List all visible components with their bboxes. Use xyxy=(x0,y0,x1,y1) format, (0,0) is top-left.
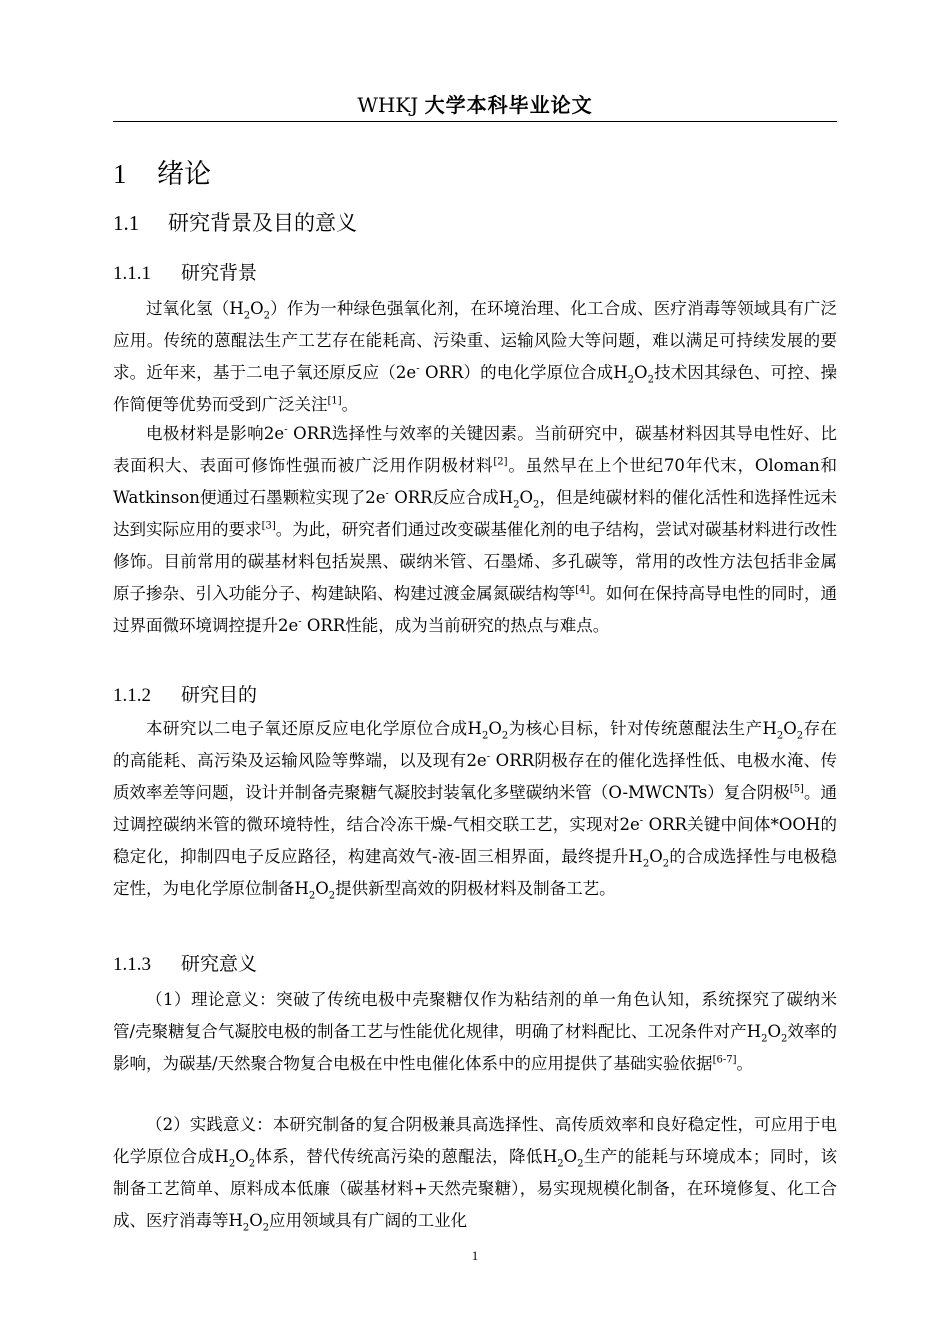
header-divider xyxy=(113,121,837,122)
chapter-title: 绪论 xyxy=(157,159,211,190)
citation: [5] xyxy=(789,783,804,795)
subsection-heading-1-1-2 xyxy=(113,680,257,711)
header-code: WHKJ xyxy=(357,93,419,117)
subsection-title: 研究意义 xyxy=(181,953,258,975)
chapter-heading xyxy=(113,154,211,195)
citation: [1] xyxy=(327,395,342,407)
subsection-number: 1.1.3 xyxy=(113,954,151,975)
section-heading-1-1 xyxy=(113,206,357,240)
citation: [6-7] xyxy=(712,1054,737,1066)
subsection-number: 1.1.1 xyxy=(113,263,151,284)
subsection-number: 1.1.2 xyxy=(113,685,151,706)
chapter-number: 1 xyxy=(113,159,127,189)
section-title: 研究背景及目的意义 xyxy=(168,211,357,235)
paragraph-significance-theory: （1）理论意义：突破了传统电极中壳聚糖仅作为粘结剂的单一角色认知，系统探究了碳纳米管/壳聚糖复合气凝胶电极的制备工艺与性能优化规律，明确了材料配比、工况条件对产$H_2O_2$效率的影响，为碳基/天然聚合物复合电极在中性电催化体系中的应用提供了基础实验依据[6-7]。 xyxy=(113,990,837,1073)
paragraph-background-1: 过氧化氢$(H_2O_2)$作为一种绿色强氧化剂，在环境治理、化工合成、医疗消毒等领域具有广泛应用。传统的蒽醌法生产工艺存在能耗高、污染重、运输风险大等问题，难以满足可持续发展的要求。近年来，基于二电子氧还原反应（2e- ORR）的电化学原位合成$H_2O_2$技术因其绿色、可控、操作简便等优势而受到广泛关注[1]。 xyxy=(113,299,838,414)
subsection-title: 研究背景 xyxy=(181,262,258,284)
page-number: 1 xyxy=(471,1248,479,1263)
subsection-heading-1-1-1 xyxy=(113,258,257,289)
citation: [2] xyxy=(493,456,508,468)
paragraph-background-2: 电极材料是影响2e- ORR选择性与效率的关键因素。当前研究中，碳基材料因其导电性好、比表面积大、表面可修饰性强而被广泛用作阴极材料[2]。虽然早在上个世纪70年代末，Oloman和Watkinson便通过石墨颗粒实现了2e- ORR反应合成$H_2O_2$，但是纯碳材料的催化活性和选择性远未达到实际应用的要求[3]。为此，研究者们通过改变碳基催化剂的电子结构，尝试对碳基材料进行改性修饰。目前常用的碳基材料包括炭黑、碳纳米管、石墨烯、多孔碳等，常用的改性方法包括非金属原子掺杂、引入功能分子、构建缺陷、构建过渡金属氮碳结构等[4]。如何在保持高导电性的同时，通过界面微环境调控提升2e- ORR性能，成为当前研究的热点与难点。 xyxy=(113,424,838,635)
citation: [4] xyxy=(575,584,590,596)
header-title: 大学本科毕业论文 xyxy=(424,93,593,117)
paragraph-significance-practice: （2）实践意义：本研究制备的复合阴极兼具高选择性、高传质效率和良好稳定性，可应用于电化学原位合成$H_2O_2$体系，替代传统高污染的蒽醌法，降低$H_2O_2$生产的能耗与环境成本；同时，该制备工艺简单、原料成本低廉（碳基材料+天然壳聚糖），易实现规模化制备，在环境修复、化工合成、医疗消毒等$H_2O_2$应用领域具有广阔的工业化 xyxy=(113,1115,838,1234)
citation: [3] xyxy=(261,520,276,532)
paragraph-purpose: 本研究以二电子氧还原反应电化学原位合成$H_2O_2$为核心目标，针对传统蒽醌法生产$H_2O_2$存在的高能耗、高污染及运输风险等弊端，以及现有2e- ORR阴极存在的催化选择性低、电极水淹、传质效率差等问题，设计并制备壳聚糖气凝胶封装氧化多壁碳纳米管（O-MWCNTs）复合阴极[5]。通过调控碳纳米管的微环境特性，结合冷冻干燥-气相交联工艺，实现对2e- ORR关键中间体*OOH的稳定化，抑制四电子反应路径，构建高效气-液-固三相界面，最终提升$H_2O_2$的合成选择性与电极稳定性，为电化学原位制备$H_2O_2$提供新型高效的阴极材料及制备工艺。 xyxy=(113,719,838,902)
subsection-title: 研究目的 xyxy=(181,684,258,706)
subsection-heading-1-1-3 xyxy=(113,949,257,980)
running-header xyxy=(113,90,837,120)
section-number: 1.1 xyxy=(113,211,140,235)
